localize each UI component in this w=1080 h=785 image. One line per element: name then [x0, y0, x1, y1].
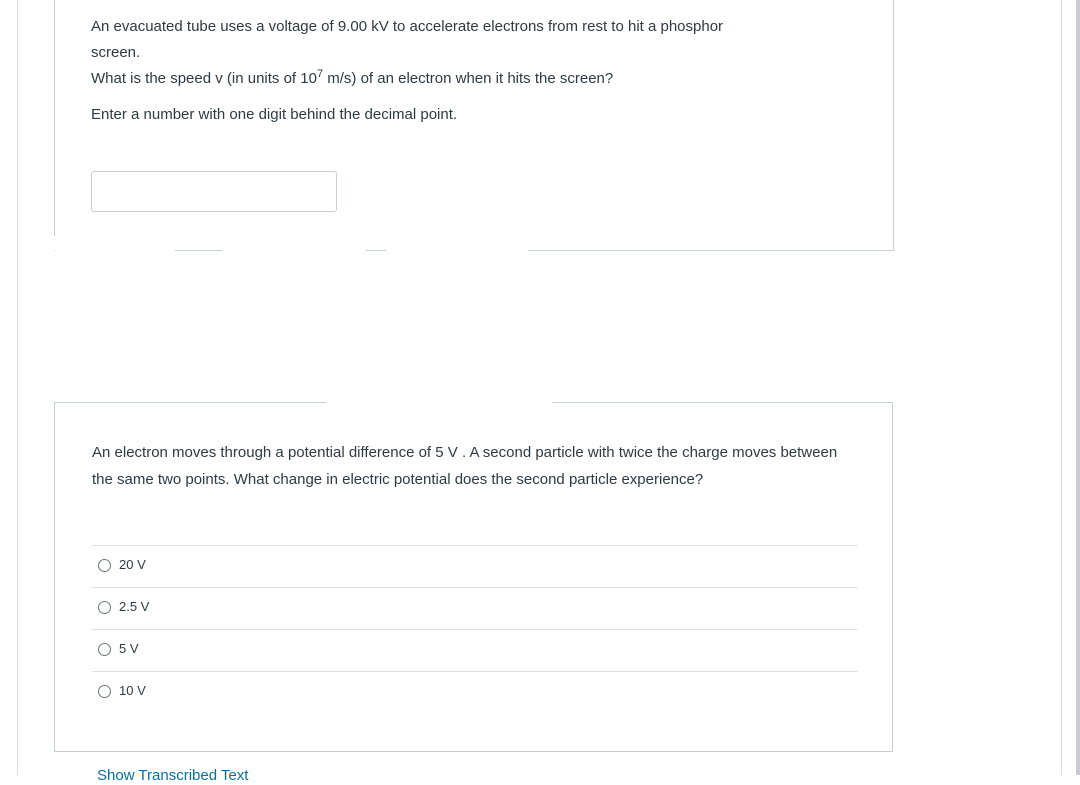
question-1-text [91, 14, 851, 128]
left-divider [17, 0, 18, 775]
question-1-line-2: screen. [91, 44, 141, 61]
question-1-instruction: Enter a number with one digit behind the decimal point. [91, 106, 458, 123]
border-gap [55, 249, 175, 253]
option-item[interactable] [92, 629, 858, 671]
option-label[interactable]: 5 V [119, 641, 139, 656]
show-transcribed-text-link[interactable]: Show Transcribed Text [97, 767, 249, 784]
option-label[interactable]: 2.5 V [119, 599, 150, 614]
option-item[interactable] [92, 671, 858, 713]
radio-button[interactable] [98, 643, 111, 656]
radio-button[interactable] [98, 559, 111, 572]
question-1-line-1: An evacuated tube uses a voltage of 9.00 kV to accelerate electrons from rest to hit a phosphor [91, 18, 724, 35]
scrollbar[interactable] [1076, 0, 1080, 775]
option-item[interactable] [92, 545, 858, 587]
question-1-line-3-start: What is the speed v (in units of 10 [91, 70, 317, 87]
exponent: 7 [316, 68, 324, 80]
question-2-text: An electron moves through a potential difference of 5 V . A second particle with twice the charge moves between the same two points. What change in electric potential does the second particle experience? [92, 444, 838, 488]
option-label[interactable]: 10 V [119, 683, 146, 698]
answer-input[interactable] [91, 171, 337, 212]
option-label[interactable]: 20 V [119, 557, 146, 572]
option-item[interactable] [92, 587, 858, 629]
answer-options [92, 545, 858, 713]
question-1-line-3 [91, 66, 851, 92]
right-divider [1061, 0, 1062, 775]
border-gap [386, 249, 528, 253]
border-gap [222, 249, 366, 253]
radio-button[interactable] [98, 685, 111, 698]
question-1-card-left-border [54, 0, 55, 236]
question-1-line-3-end: m/s) of an electron when it hits the screen? [323, 70, 614, 87]
border-gap [326, 400, 552, 404]
radio-button[interactable] [98, 601, 111, 614]
